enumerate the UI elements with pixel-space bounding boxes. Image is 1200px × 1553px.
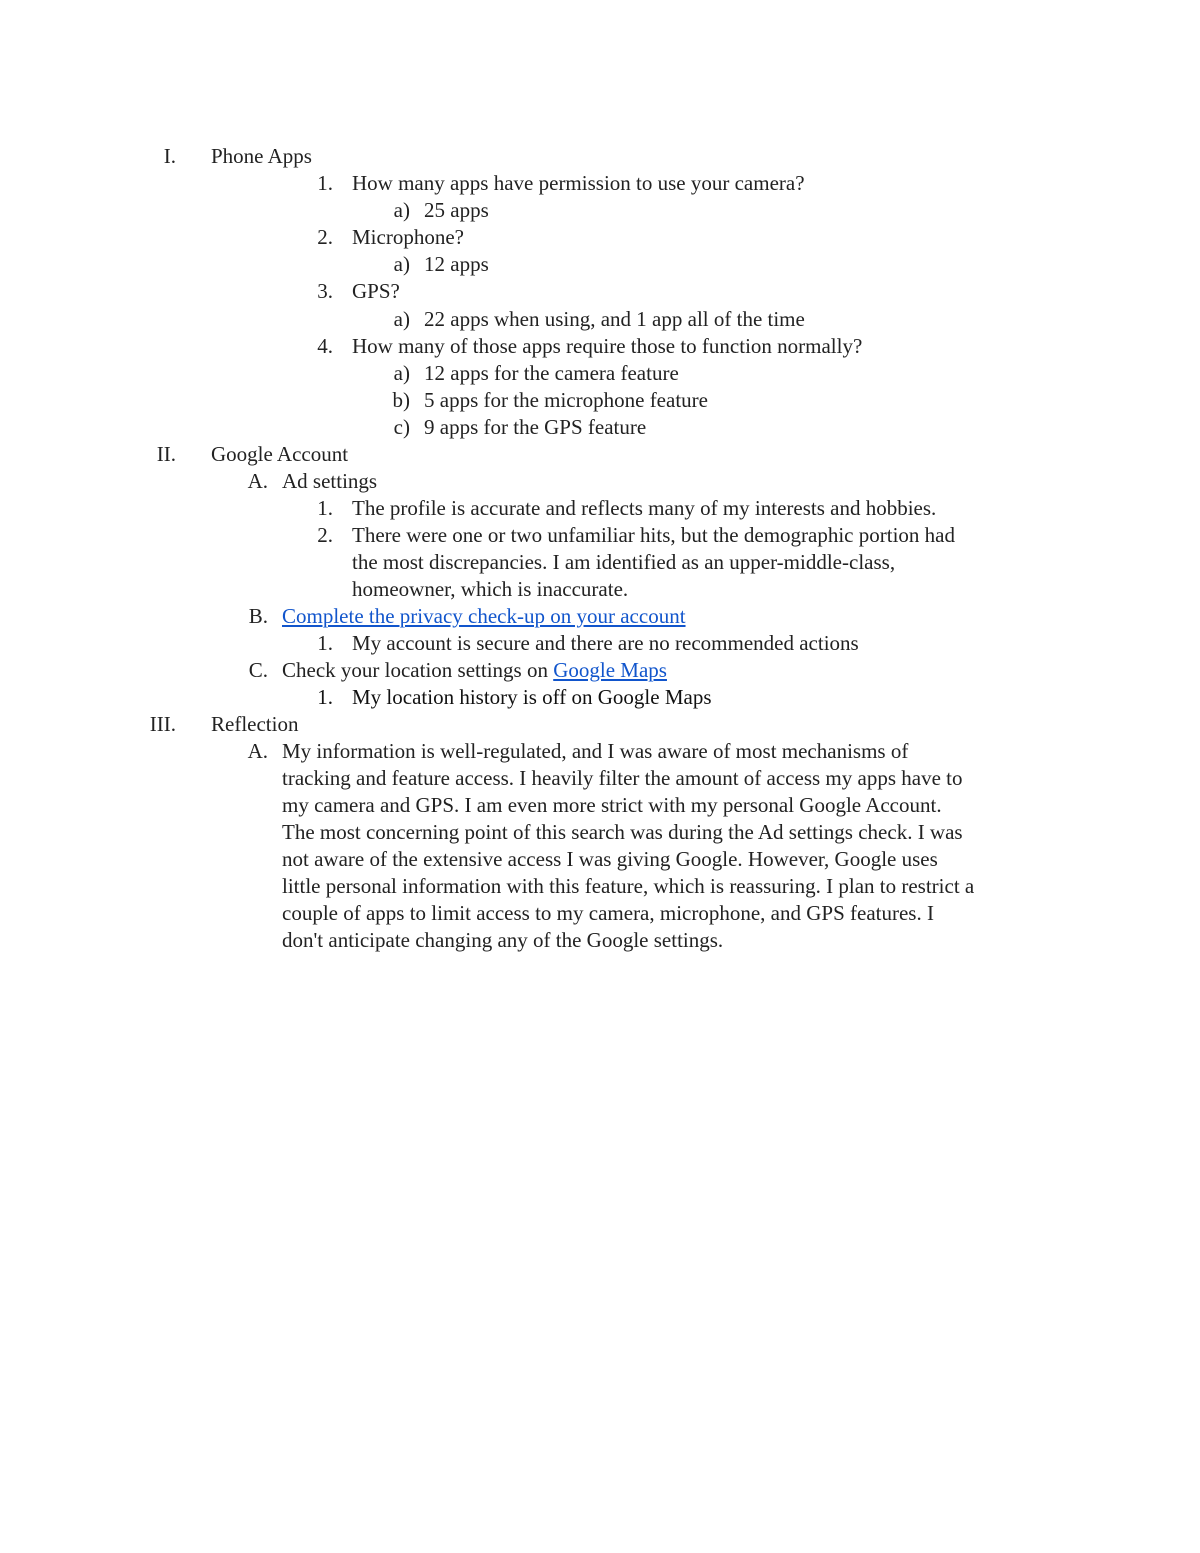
- item-marker: 2.: [317, 225, 333, 249]
- section-3-marker: III.: [149, 712, 176, 736]
- item-marker: 1.: [317, 631, 333, 655]
- section-1-title: Phone Apps: [211, 144, 312, 168]
- subsection-marker: B.: [248, 604, 268, 628]
- list-item: How many of those apps require those to function normally?: [352, 334, 863, 358]
- answer-item: 22 apps when using, and 1 app all of the time: [424, 307, 805, 331]
- answer-marker: a): [393, 307, 410, 331]
- subsection-marker: C.: [248, 658, 268, 682]
- answer-item: 5 apps for the microphone feature: [424, 388, 708, 412]
- subsection-title: Ad settings: [282, 469, 378, 493]
- reflection-paragraph-line: tracking and feature access. I heavily filter the amount of access my apps have to: [282, 766, 963, 790]
- list-item: Microphone?: [352, 225, 464, 249]
- reflection-paragraph-line: my camera and GPS. I am even more strict with my personal Google Account.: [282, 793, 942, 817]
- list-item: There were one or two unfamiliar hits, but the demographic portion had: [352, 523, 955, 547]
- item-marker: 3.: [317, 279, 333, 303]
- list-item: The profile is accurate and reflects many of my interests and hobbies.: [352, 496, 937, 520]
- item-marker: 1.: [317, 171, 333, 195]
- list-item-continued: the most discrepancies. I am identified as an upper-middle-class,: [352, 550, 896, 574]
- google-maps-link[interactable]: Google Maps: [553, 658, 667, 682]
- section-1-marker: I.: [163, 144, 176, 168]
- reflection-paragraph-line: couple of apps to limit access to my camera, microphone, and GPS features. I: [282, 901, 934, 925]
- answer-marker: a): [393, 198, 410, 222]
- reflection-paragraph-line: don't anticipate changing any of the Google settings.: [282, 928, 724, 952]
- answer-item: 25 apps: [424, 198, 489, 222]
- answer-marker: a): [393, 361, 410, 385]
- reflection-paragraph-line: little personal information with this feature, which is reassuring. I plan to restrict a: [282, 874, 975, 898]
- reflection-paragraph-line: The most concerning point of this search was during the Ad settings check. I was: [282, 820, 963, 844]
- item-marker: 2.: [317, 523, 333, 547]
- list-item: My location history is off on Google Maps: [352, 685, 712, 709]
- section-2-marker: II.: [156, 442, 176, 466]
- subsection-text: Check your location settings on: [282, 658, 554, 682]
- privacy-checkup-link[interactable]: Complete the privacy check-up on your account: [282, 604, 686, 628]
- answer-item: 12 apps: [424, 252, 489, 276]
- item-marker: 1.: [317, 496, 333, 520]
- subsection-marker: A.: [247, 469, 268, 493]
- answer-marker: b): [392, 388, 410, 412]
- item-marker: 4.: [317, 334, 333, 358]
- list-item: My account is secure and there are no recommended actions: [352, 631, 859, 655]
- section-2-title: Google Account: [211, 442, 349, 466]
- list-item: GPS?: [352, 279, 400, 303]
- list-item: How many apps have permission to use your camera?: [352, 171, 805, 195]
- answer-item: 9 apps for the GPS feature: [424, 415, 647, 439]
- section-3-title: Reflection: [211, 712, 299, 736]
- reflection-paragraph-line: My information is well-regulated, and I was aware of most mechanisms of: [282, 739, 909, 763]
- reflection-paragraph-line: not aware of the extensive access I was giving Google. However, Google uses: [282, 847, 938, 871]
- list-item-continued: homeowner, which is inaccurate.: [352, 577, 629, 601]
- item-marker: 1.: [317, 685, 333, 709]
- subsection-marker: A.: [247, 739, 268, 763]
- subsection-title: [282, 657, 667, 684]
- answer-marker: a): [393, 252, 410, 276]
- answer-marker: c): [393, 415, 410, 439]
- answer-item: 12 apps for the camera feature: [424, 361, 679, 385]
